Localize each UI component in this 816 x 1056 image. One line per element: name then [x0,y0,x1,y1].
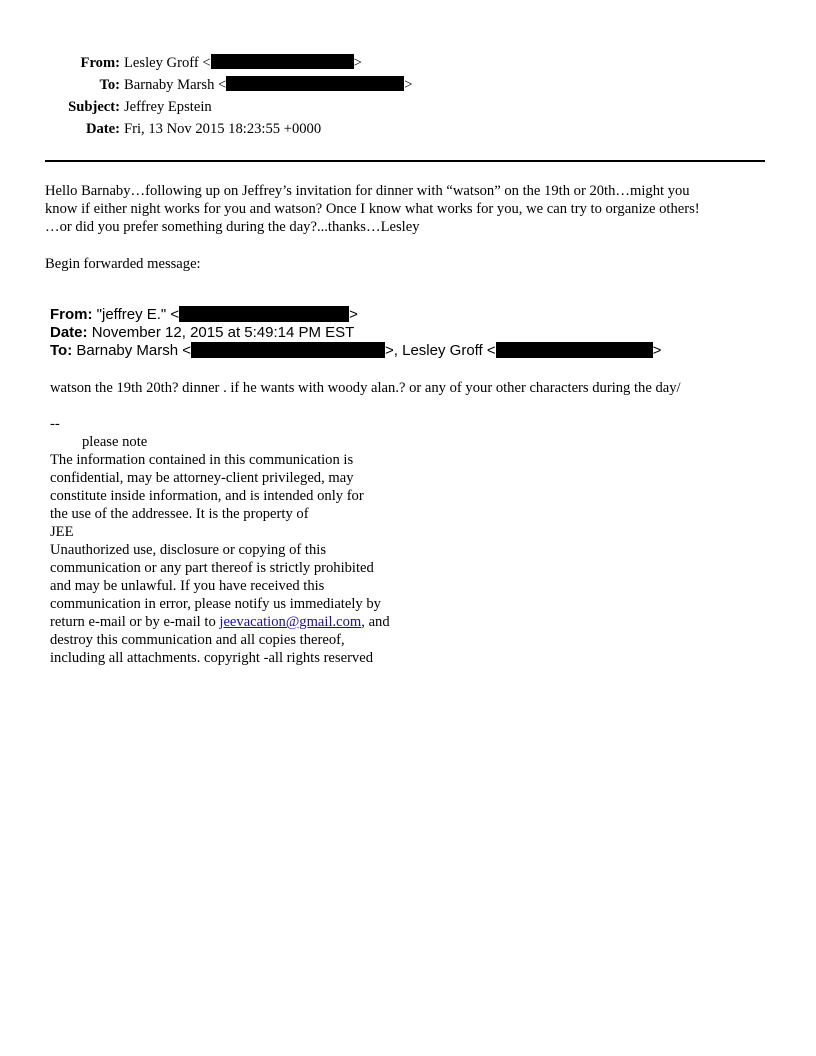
email-link[interactable]: jeevacation@gmail.com [219,614,362,630]
subject-label: Subject: [68,99,120,115]
fwd-from-label: From: [50,306,93,323]
signature-line: the use of the addressee. It is the property of [50,506,309,522]
signature-line: confidential, may be attorney-client privileged, may [50,470,354,486]
body-line: Hello Barnaby…following up on Jeffrey’s invitation for dinner with “watson” on the 19th or 20th…might you [45,183,690,199]
fwd-to-label: To: [50,342,73,359]
header-divider [45,160,765,162]
signature-line: The information contained in this communication is [50,452,354,468]
subject-value: Jeffrey Epstein [124,99,212,115]
from-label: From: [80,55,120,71]
forwarded-message: watson the 19th 20th? dinner . if he wants with woody alan.? or any of your other characters during the day/ [50,380,681,396]
forwarded-to-row: To: Barnaby Marsh < >, Lesley Groff < > [50,342,662,359]
to-label: To: [99,77,120,93]
signature-dashes: -- [50,416,60,432]
fwd-date-value: November 12, 2015 at 5:49:14 PM EST [91,324,355,341]
message-body [45,182,785,236]
signature-line: communication in error, please notify us immediately by [50,596,381,612]
from-value: Lesley Groff < > [124,55,362,71]
body-line: …or did you prefer something during the day?...thanks…Lesley [45,219,420,235]
signature-line: constitute inside information, and is intended only for [50,488,364,504]
body-line: know if either night works for you and watson? Once I know what works for you, we can try to organize others! [45,201,700,217]
signature-line: destroy this communication and all copies thereof, [50,632,345,648]
signature-line: communication or any part thereof is strictly prohibited [50,560,374,576]
redaction-bar [211,54,354,69]
signature-line: Unauthorized use, disclosure or copying of this [50,542,327,558]
redaction-bar [179,306,349,322]
redaction-bar [496,342,653,358]
fwd-from-value: "jeffrey E." < [96,306,180,323]
signature-note: please note [82,434,148,450]
redaction-bar [191,342,385,358]
forwarded-header [50,306,661,360]
forwarded-from-row: From: "jeffrey E." < > [50,306,358,323]
signature-line: JEE [50,524,74,540]
signature-line: and may be unlawful. If you have received this [50,578,325,594]
fwd-date-label: Date: [50,324,88,341]
redaction-bar [226,76,404,91]
signature-block [50,415,450,667]
to-value: Barnaby Marsh < > [124,77,413,93]
date-label: Date: [85,121,120,137]
forwarded-label: Begin forwarded message: [45,256,201,272]
signature-line: including all attachments. copyright -all rights reserved [50,650,373,666]
signature-line: return e-mail or by e-mail to jeevacation@gmail.com, and [50,614,390,630]
date-value: Fri, 13 Nov 2015 18:23:55 +0000 [124,121,322,137]
forwarded-date-row [50,324,661,342]
